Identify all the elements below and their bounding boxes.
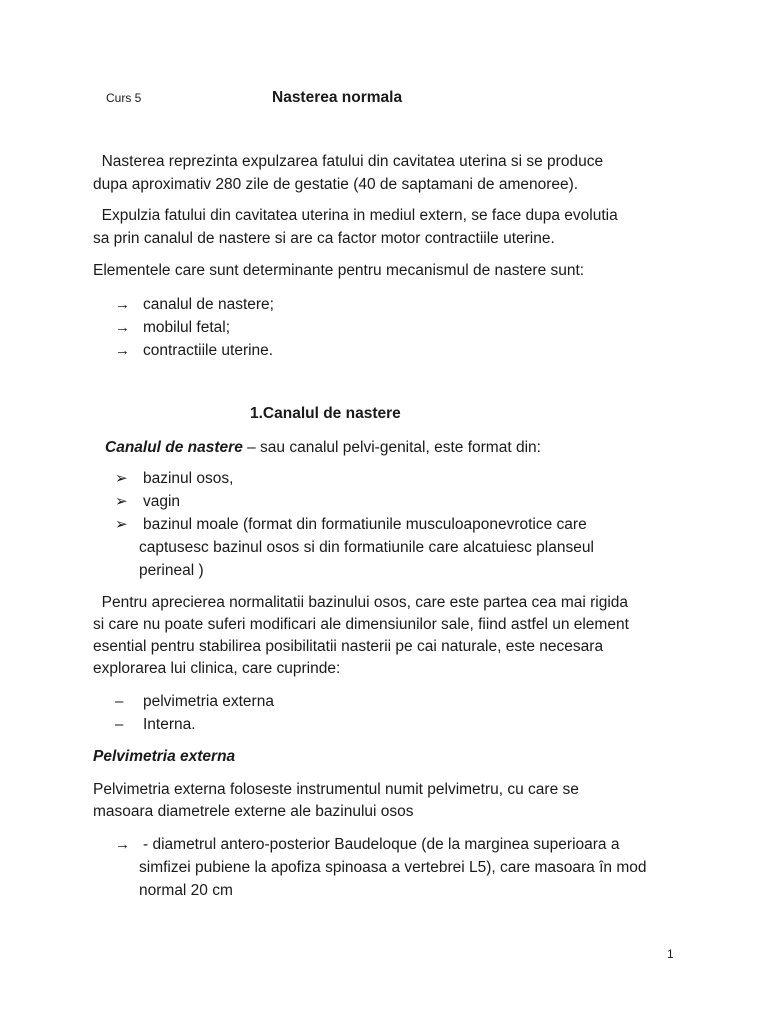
list-item: canalul de nastere; [143, 296, 274, 313]
text-line: si care nu poate suferi modificari ale dimensiunilor sale, fiind astfel un element [93, 616, 629, 633]
text-line: masoara diametrele externe ale bazinului osos [93, 803, 414, 820]
text-line: Pentru aprecierea normalitatii bazinului osos, care este partea cea mai rigida [93, 594, 629, 611]
list-item: pelvimetria externa [143, 693, 274, 710]
intro-paragraph-3: Elementele care sunt determinante pentru mecanismul de nastere sunt: [93, 262, 585, 279]
list-item-continuation: perineal ) [139, 562, 204, 579]
definition-line [105, 437, 541, 459]
list-item: vagin [143, 493, 181, 510]
dash-bullet: – [115, 716, 124, 733]
arrowhead-bullet-icon: ➢ [115, 470, 128, 487]
list-item: - diametrul antero-posterior Baudeloque (de la marginea superioara a [143, 836, 620, 853]
list-item-continuation: simfizei pubiene la apofiza spinoasa a vertebrei L5), care masoara în mod [139, 859, 647, 876]
definition-term: Canalul de nastere [105, 439, 243, 456]
page-title: Nasterea normala [272, 89, 403, 106]
arrow-icon: → [115, 342, 130, 359]
list-item: bazinul moale (format din formatiunile musculoaponevrotice care [143, 516, 587, 533]
text-line: dupa aproximativ 280 zile de gestatie (40 de saptamani de amenoree). [93, 176, 579, 193]
subsection-heading: Pelvimetria externa [93, 748, 236, 765]
arrowhead-bullet-icon: ➢ [115, 516, 128, 533]
section-heading: 1.Canalul de nastere [250, 405, 401, 422]
list-item: contractiile uterine. [143, 342, 274, 359]
course-label: Curs 5 [106, 91, 142, 105]
arrow-icon: → [115, 836, 130, 853]
text-line: Pelvimetria externa foloseste instrumentul numit pelvimetru, cu care se [93, 781, 579, 798]
text-line: explorarea lui clinica, care cuprinde: [93, 660, 341, 677]
text-line: esential pentru stabilirea posibilitatii nasterii pe cai naturale, este necesara [93, 638, 604, 655]
text-line: Nasterea reprezinta expulzarea fatului din cavitatea uterina si se produce [93, 153, 604, 170]
list-item: Interna. [143, 716, 196, 733]
dash-bullet: – [115, 693, 124, 710]
list-item: mobilul fetal; [143, 319, 231, 336]
list-item-continuation: captusesc bazinul osos si din formatiunile care alcatuiesc planseul [139, 539, 594, 556]
arrowhead-bullet-icon: ➢ [115, 493, 128, 510]
text-line: Expulzia fatului din cavitatea uterina in mediul extern, se face dupa evolutia [93, 207, 618, 224]
text-line: sa prin canalul de nastere si are ca factor motor contractiile uterine. [93, 230, 555, 247]
list-item-continuation: normal 20 cm [139, 882, 233, 899]
arrow-icon: → [115, 296, 130, 313]
definition-text: – sau canalul pelvi-genital, este format din: [242, 439, 541, 456]
list-item: bazinul osos, [143, 470, 234, 487]
arrow-icon: → [115, 319, 130, 336]
page-number: 1 [667, 947, 674, 961]
